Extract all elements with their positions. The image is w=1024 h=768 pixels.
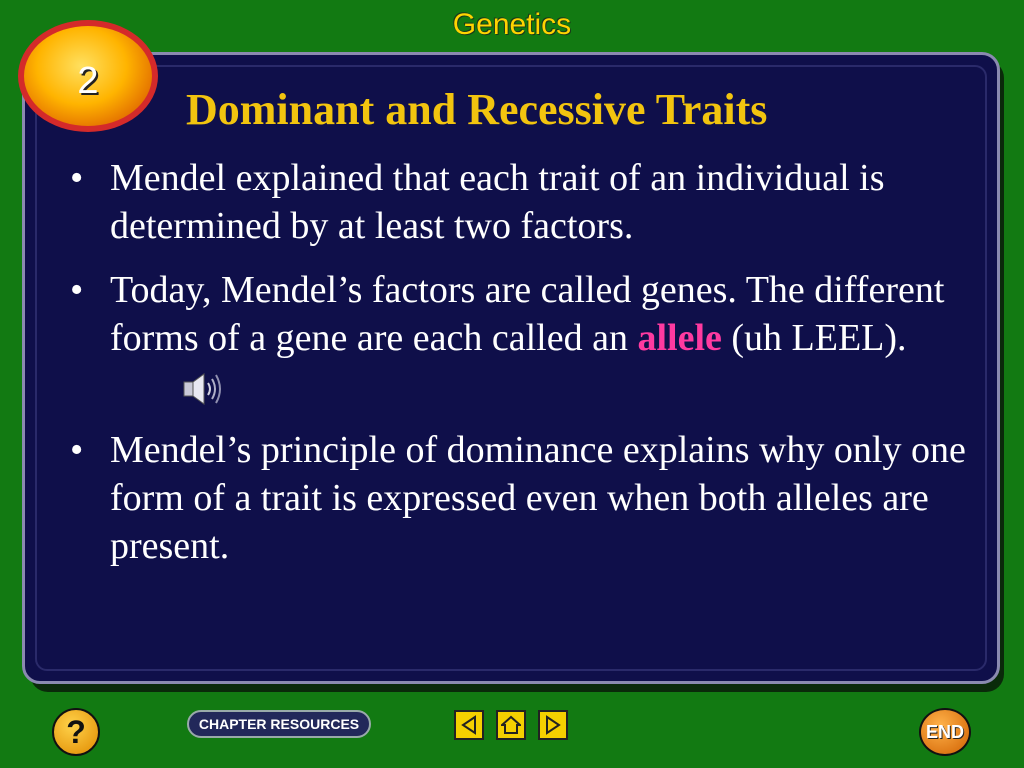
bullet-list [70,154,970,586]
home-button[interactable] [496,710,526,740]
end-button[interactable]: END [919,708,971,756]
bullet-item [70,154,970,250]
triangle-right-icon [543,715,563,735]
home-icon [501,715,521,735]
section-badge [18,20,158,132]
bullet-dot: • [70,429,84,471]
bullet-item [70,426,970,570]
bullet-dot: • [70,269,84,311]
header-title: Genetics [452,8,572,41]
bullet-text: Today, Mendel’s factors are called genes. The different forms of a gene are each called an [110,269,945,359]
chapter-resources-button[interactable]: CHAPTER RESOURCES [187,710,371,738]
triangle-left-icon [459,715,479,735]
slide-title: Dominant and Recessive Traits [186,85,768,134]
bullet-item [70,266,970,410]
bullet-dot: • [70,157,84,199]
vocabulary-term[interactable]: allele [637,317,722,359]
speaker-icon[interactable] [180,369,224,409]
help-button[interactable]: ? [52,708,100,756]
section-number: 2 [77,60,99,102]
navigation-bar [0,698,1024,768]
previous-button[interactable] [454,710,484,740]
next-button[interactable] [538,710,568,740]
bullet-text: Mendel’s principle of dominance explains why only one form of a trait is expressed even when both alleles are present. [110,429,966,567]
bullet-text: Mendel explained that each trait of an individual is determined by at least two factors. [110,157,885,247]
bullet-text: (uh LEEL). [721,317,907,359]
